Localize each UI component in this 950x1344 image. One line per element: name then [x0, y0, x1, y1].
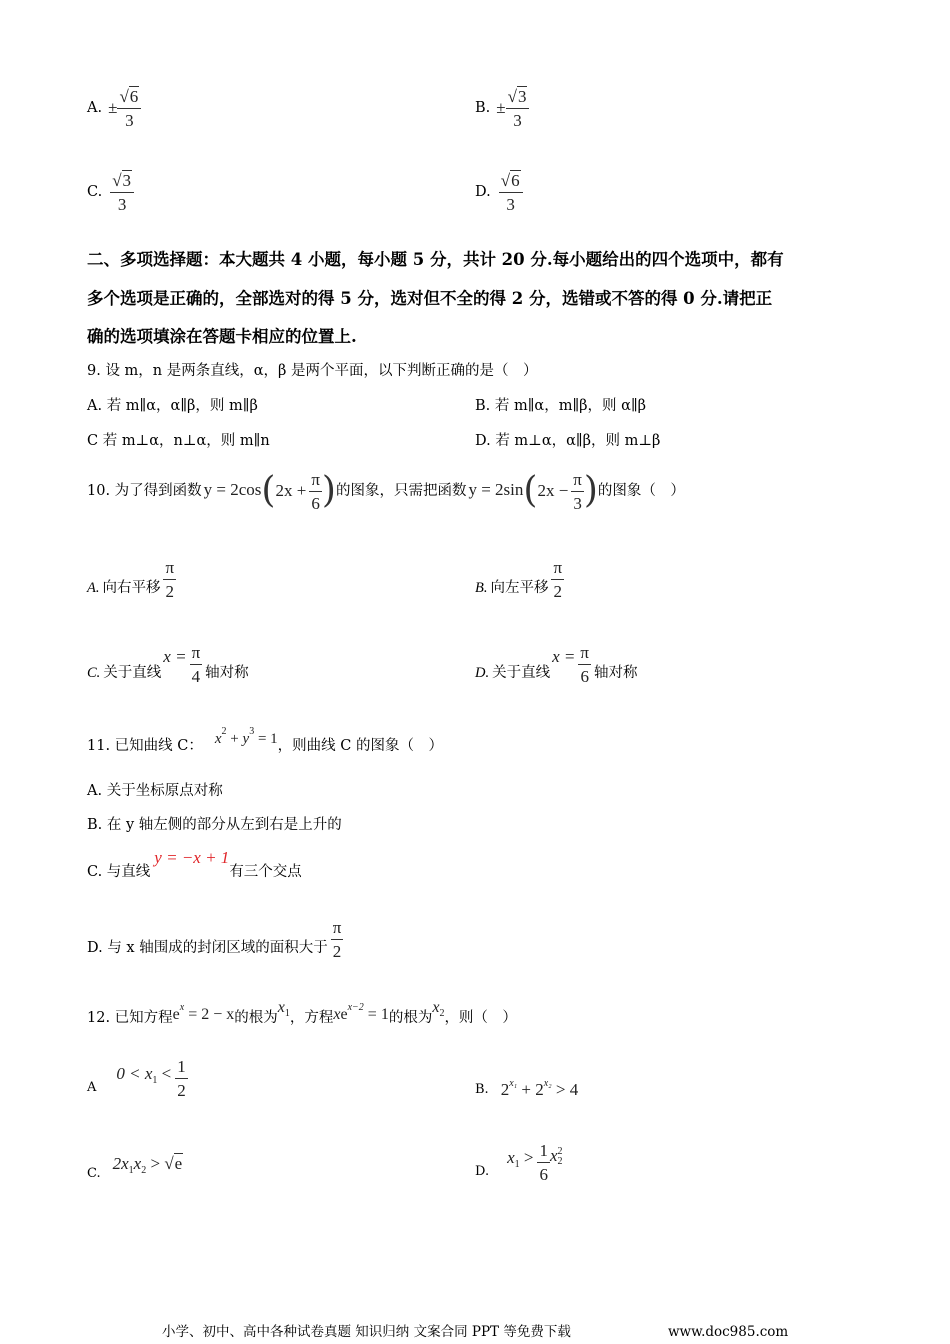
q12-mid1: 的根为 [234, 1010, 278, 1026]
q12-stem [87, 998, 517, 1028]
footer-website-link[interactable]: www.doc985.com [668, 1324, 789, 1340]
q12-eq1 [173, 998, 235, 1025]
q10-option-c-suffix: 轴对称 [205, 665, 249, 681]
q9-option-b: B. 若 m∥α，m∥β，则 α∥β [475, 398, 647, 414]
q12-option-a-lhs-group [116, 1064, 171, 1091]
q10-option-c-eq: x = [163, 647, 187, 666]
q12-option-b-plus: + 2 [517, 1080, 544, 1099]
q10-option-b [475, 552, 564, 601]
q12-option-b-exp2: x₂ [543, 1078, 552, 1089]
q12-option-d-xsub: 2 [557, 1156, 563, 1168]
q10-option-d-eq: x = [552, 647, 576, 666]
q12-eq2-exp: x−2 [347, 1002, 364, 1013]
q11-eq-plus: + [226, 731, 243, 747]
q10-option-a [87, 552, 176, 601]
q9-stem: 9. 设 m，n 是两条直线，α，β 是两个平面，以下判断正确的是（ ） [87, 363, 538, 379]
q11-suffix: ，则曲线 C 的图象（ ） [277, 738, 443, 754]
q10-option-c-label: C. [87, 665, 101, 681]
q12-option-d-exp: 2 [557, 1146, 563, 1158]
q11-option-d [87, 912, 343, 961]
section2-line1: 二、多项选择题：本大题共 4 小题，每小题 5 分，共计 20 分.每小题给出的四个选项中，都有 [87, 250, 784, 269]
q10-f1-rparen: ) [321, 470, 336, 511]
q10-option-b-label: B. [475, 580, 488, 596]
q10-f2-lparen: ( [523, 470, 538, 511]
q11-option-d-fraction [331, 919, 344, 960]
q8-option-a-denominator: 3 [125, 110, 134, 130]
q10-f2-fraction [571, 471, 584, 512]
q12-option-c-lhs: 2x [112, 1154, 129, 1173]
q12-option-a-rel: < [157, 1064, 172, 1083]
q10-f1-fraction [309, 471, 322, 512]
q10-f1-num: π [309, 471, 322, 492]
q11-eq-x-exp: 2 [221, 726, 227, 737]
q12-x2-sub: 2 [439, 1008, 445, 1019]
q12-option-c-x2: x [133, 1154, 142, 1173]
q10-f2-rparen: ) [583, 470, 598, 511]
q10-option-d-den: 6 [580, 667, 589, 686]
q10-option-b-text: 向左平移 [490, 580, 549, 596]
q8-option-d-denominator: 3 [506, 194, 515, 214]
q12-x1-sub: 1 [284, 1008, 290, 1019]
q11-stem [87, 722, 443, 756]
q12-option-b-rhs: > 4 [551, 1080, 579, 1099]
q12-option-c-expr: $2x_1x_2 > √e$ [112, 1154, 183, 1176]
q12-option-b-exp1: x₁ [509, 1078, 518, 1089]
q10-option-c-text: 关于直线 [103, 665, 162, 681]
q8-option-d [475, 168, 523, 216]
q12-option-d-den: 6 [539, 1164, 548, 1184]
q12-option-b-expr [501, 1074, 579, 1100]
q10-suffix: 的图象（ ） [597, 483, 685, 499]
q10-option-a-label: A. [87, 580, 100, 596]
q11-eq-y-exp: 3 [249, 726, 255, 737]
q12-eq1-exp: x [179, 1002, 185, 1013]
q8-option-c [87, 168, 134, 216]
q11-eq-y: y [242, 731, 250, 747]
q12-option-d-num: 1 [537, 1142, 550, 1163]
section2-line3: 确的选项填涂在答题卡相应的位置上. [87, 327, 357, 346]
q8-option-b-sign: ± [496, 98, 506, 117]
q11-option-b: B. 在 y 轴左侧的部分从左到右是上升的 [87, 817, 342, 833]
q11-option-c-suffix: 有三个交点 [229, 864, 302, 880]
q12-option-c-sub1: 1 [128, 1165, 134, 1176]
q8-option-a-fraction: $\frac{√6}{3}$ [117, 88, 141, 129]
q12-option-a-label: A [87, 1080, 97, 1095]
q11-option-c-prefix: C. 与直线 [87, 864, 151, 880]
q12-option-d-lhs-group [507, 1148, 533, 1175]
q10-f2-num: π [571, 471, 584, 492]
q10-option-a-text: 向右平移 [102, 580, 161, 596]
q10-option-c-den: 4 [191, 667, 201, 686]
q10-f1-lparen: ( [261, 470, 276, 511]
q8-option-c-fraction: $\frac{√3}{3}$ [110, 172, 134, 213]
q12-eq2-x: x [333, 1006, 341, 1023]
q12-option-c-rel: > [146, 1154, 161, 1173]
q12-option-b-base1: 2 [500, 1080, 510, 1099]
q8-option-b-radicand: 3 [517, 86, 527, 106]
q11-option-d-prefix: D. 与 x 轴围成的封闭区域的面积大于 [87, 940, 328, 956]
q12-x1-var: x [277, 999, 285, 1016]
q10-option-d [475, 637, 638, 686]
q10-option-d-text: 关于直线 [492, 665, 551, 681]
q12-eq1-base: e [172, 1006, 180, 1023]
q10-option-d-num: π [578, 644, 591, 665]
q10-option-a-fraction [163, 559, 176, 600]
q8-option-c-radicand: 3 [122, 170, 132, 190]
q12-x2 [432, 998, 444, 1024]
q10-option-a-num: π [163, 559, 176, 580]
q10-option-b-fraction [551, 559, 564, 600]
q12-prefix: 12. 已知方程 [87, 1010, 173, 1026]
q10-option-c-fraction [190, 644, 203, 685]
q12-mid2: ，方程 [289, 1010, 334, 1026]
q11-option-c [87, 848, 302, 882]
q8-option-a-sign: ± [108, 98, 118, 117]
q12-option-d-sub: 1 [514, 1159, 520, 1170]
q12-suffix: ，则（ ） [444, 1010, 517, 1026]
q10-option-d-fraction [578, 644, 591, 685]
q8-option-c-denominator: 3 [117, 194, 127, 214]
q12-option-a-den: 2 [177, 1080, 186, 1100]
q12-option-d-x: x [549, 1146, 558, 1165]
q12-option-a-fraction [175, 1058, 188, 1099]
section2-line2: 多个选项是正确的，全部选对的得 5 分，选对但不全的得 2 分，选错或不答的得 0 分.请把正 [87, 289, 773, 308]
q12-eq1-rhs: = 2 − x [184, 1006, 235, 1023]
q10-stem [87, 466, 685, 516]
q12-option-c-sub2: 2 [141, 1165, 147, 1176]
q10-f1-den: 6 [311, 493, 320, 513]
q12-x2-var: x [432, 999, 440, 1016]
q12-option-c-label: C. [87, 1166, 101, 1181]
q10-option-b-den: 2 [553, 582, 563, 601]
q12-eq2 [333, 998, 388, 1025]
q12-x1 [278, 998, 290, 1024]
q8-option-b-fraction: $\frac{√3}{3}$ [506, 88, 530, 129]
q9-option-c: C 若 m⊥α，n⊥α，则 m∥n [87, 433, 270, 449]
q10-option-a-den: 2 [165, 582, 175, 601]
q11-eq-x: x [214, 731, 222, 747]
q12-option-a-sub: 1 [152, 1075, 158, 1086]
q10-option-b-num: π [551, 559, 564, 580]
q11-option-a: A. 关于坐标原点对称 [87, 783, 223, 799]
q12-option-d-label: D. [475, 1164, 490, 1179]
footer-left-text: 小学、初中、高中各种试卷真题 知识归纳 文案合同 PPT 等免费下载 [162, 1324, 571, 1340]
q12-eq2-rhs: = 1 [363, 1006, 389, 1023]
q9-option-a: A. 若 m∥α，α∥β，则 m∥β [87, 398, 258, 414]
q8-option-a [87, 84, 141, 132]
q12-option-d-lhs: x [507, 1148, 515, 1167]
q8-option-b-denominator: 3 [513, 110, 522, 130]
q10-option-c-num: π [190, 644, 203, 665]
q12-option-a-num: 1 [175, 1058, 188, 1079]
q10-prefix: 10. 为了得到函数 [87, 483, 202, 499]
q9-option-d: D. 若 m⊥α，α∥β，则 m⊥β [475, 433, 661, 449]
q12-mid3: 的根为 [388, 1010, 433, 1026]
q11-option-c-eq: y = −x + 1 [154, 848, 230, 867]
q10-option-c [87, 637, 249, 686]
q12-option-a-lhs: 0 < x [116, 1064, 153, 1083]
q12-option-c-rad: e [174, 1154, 183, 1173]
q12-option-d [475, 1138, 563, 1186]
q12-option-c [87, 1154, 183, 1184]
q11-option-d-den: 2 [332, 942, 342, 961]
q11-equation [215, 722, 278, 749]
q10-option-d-suffix: 轴对称 [593, 665, 638, 681]
q10-option-d-label: D. [475, 665, 490, 681]
q8-option-a-label: A. [87, 100, 103, 116]
q11-prefix: 11. 已知曲线 C： [87, 738, 203, 754]
q11-option-d-num: π [331, 919, 344, 940]
q10-f2-den: 3 [573, 493, 582, 513]
q11-eq-rhs: = 1 [254, 731, 278, 747]
q10-f1-lhs: y = 2cos [203, 480, 262, 499]
q10-f1-inner: 2x + [275, 481, 307, 500]
q12-option-d-rhs [550, 1146, 563, 1167]
q8-option-a-radicand: 6 [129, 86, 139, 106]
q8-option-c-label: C. [87, 184, 103, 200]
q8-option-b-label: B. [475, 100, 491, 116]
q12-option-b-label: B. [475, 1082, 489, 1097]
q8-option-b [475, 84, 529, 132]
q12-option-a [87, 1054, 188, 1102]
q8-option-d-label: D. [475, 184, 491, 200]
q12-eq2-e: e [340, 1006, 348, 1023]
q10-f2-inner: 2x − [537, 481, 569, 500]
q8-option-d-fraction: $\frac{√6}{3}$ [499, 172, 523, 213]
q12-option-d-rel: > [519, 1148, 534, 1167]
q8-option-d-radicand: 6 [511, 170, 520, 190]
q10-mid: 的图象，只需把函数 [335, 483, 467, 499]
q12-option-b [475, 1070, 578, 1100]
q12-option-d-fraction [537, 1142, 550, 1183]
q10-f2-lhs: y = 2sin [468, 480, 524, 499]
